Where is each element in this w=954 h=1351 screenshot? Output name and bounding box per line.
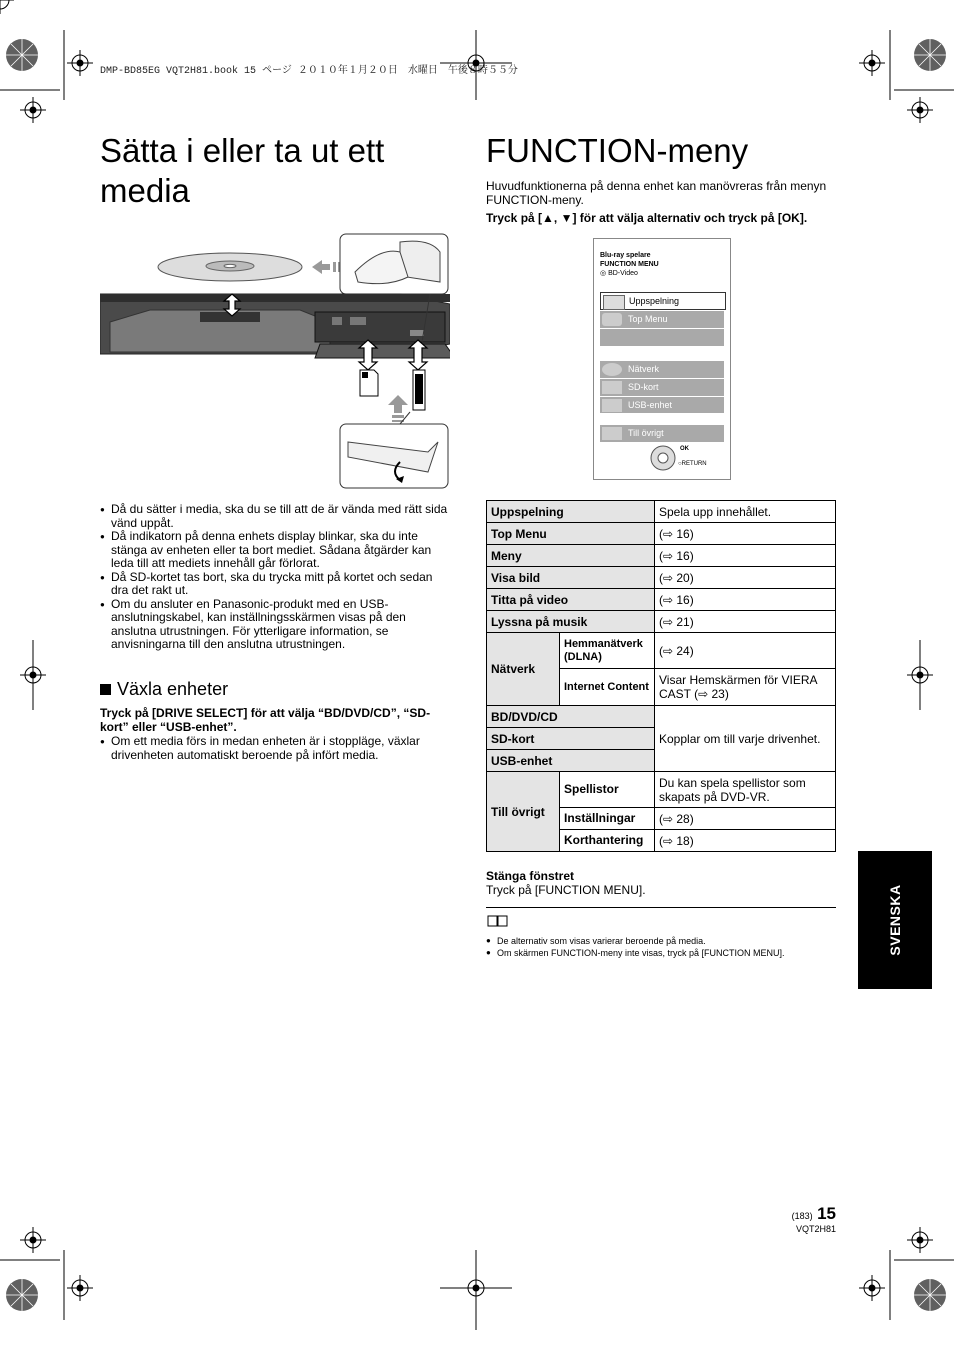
menu-item-natverk[interactable] xyxy=(600,361,724,378)
note-1: ● De alternativ som visas varierar beroende på media. xyxy=(486,935,846,947)
row-value: (⇨ 21) xyxy=(655,611,836,633)
ok-dial-icon xyxy=(650,445,676,471)
return-icon: ○ xyxy=(678,461,682,467)
sd-card-icon xyxy=(602,381,622,394)
function-menu-screen xyxy=(593,238,731,480)
menu-item-usb-enhet[interactable] xyxy=(600,397,724,413)
footer xyxy=(780,1204,836,1224)
close-window-block xyxy=(486,870,836,897)
divider xyxy=(486,907,836,908)
ok-label: OK xyxy=(680,446,689,452)
bullet-2: ● Då indikatorn på denna enhets display blinkar, ska du inte stänga av enheten eller ta bort mediet. Sådana åtgärder kan leda till att mediets innehåll går förlorat. xyxy=(100,530,450,571)
doc-code: VQT2H81 xyxy=(795,1224,836,1234)
row-key: Top Menu xyxy=(487,523,655,545)
row-subkey: Hemmanätverk (DLNA) xyxy=(560,633,655,669)
left-bullets xyxy=(100,503,450,652)
row-key: SD-kort xyxy=(487,728,655,750)
row-key: Uppspelning xyxy=(487,501,655,523)
row-key: Nätverk xyxy=(487,633,560,706)
menu-item-label: Till övrigt xyxy=(628,428,664,438)
row-subkey: Internet Content xyxy=(560,669,655,706)
row-value: Kopplar om till varje drivenhet. xyxy=(655,706,836,772)
row-key: Till övrigt xyxy=(487,772,560,852)
menu-item-label: USB-enhet xyxy=(628,400,673,410)
menu-item-label: SD-kort xyxy=(628,382,659,392)
player-illustration xyxy=(100,232,450,490)
menu-item-till-ovrigt[interactable] xyxy=(600,425,724,442)
left-title xyxy=(100,131,460,211)
left-instruction-block xyxy=(100,707,450,762)
note-2: ● Om skärmen FUNCTION-meny inte visas, tryck på [FUNCTION MENU]. xyxy=(486,947,846,959)
bullet-3: ● Då SD-kortet tas bort, ska du trycka mitt på kortet och sedan dra det rakt ut. xyxy=(100,571,450,598)
menu-item-uppspelning[interactable] xyxy=(600,292,726,310)
row-value: (⇨ 28) xyxy=(655,808,836,830)
row-key: Visa bild xyxy=(487,567,655,589)
language-tab-label: SVENSKA xyxy=(887,884,903,956)
return-label: RETURN xyxy=(681,461,707,467)
usb-icon xyxy=(602,399,622,412)
square-bullet-icon xyxy=(100,684,111,695)
tools-icon xyxy=(602,427,622,440)
close-text: Tryck på [FUNCTION MENU]. xyxy=(486,882,646,897)
menu-item-label: Nätverk xyxy=(628,364,660,374)
screen-header-2: FUNCTION MENU xyxy=(600,261,659,268)
intro-text: Huvudfunktionerna på denna enhet kan manövreras från menyn FUNCTION-meny. xyxy=(486,179,827,207)
row-value: Visar Hemskärmen för VIERA CAST (⇨ 23) xyxy=(655,669,836,706)
bullet-4: ● Om du ansluter en Panasonic-produkt med en USB-anslutningskabel, kan inställningsskärmen visas på den anslutna utrustningen. För ytterligare information, se anvisningarna till den anslutna utrustningen. xyxy=(100,598,450,652)
left-title-line2: media xyxy=(100,172,190,209)
menu-item-label: Top Menu xyxy=(628,314,668,324)
row-key: Meny xyxy=(487,545,655,567)
disc-menu-icon xyxy=(602,313,622,326)
return-row xyxy=(678,461,707,467)
row-key: USB-enhet xyxy=(487,750,655,772)
menu-item-sd-kort[interactable] xyxy=(600,379,724,396)
disc-icon: ◎ xyxy=(600,270,607,277)
row-value: (⇨ 24) xyxy=(655,633,836,669)
close-title: Stänga fönstret xyxy=(486,869,575,883)
menu-item-top-menu[interactable] xyxy=(600,311,724,328)
row-value: (⇨ 16) xyxy=(655,523,836,545)
bullet-1: ● Då du sätter i media, ska du se till att de är vända med rätt sida vänd uppåt. xyxy=(100,503,450,530)
menu-item-label: Uppspelning xyxy=(629,296,680,306)
function-table xyxy=(486,500,836,852)
row-value: (⇨ 18) xyxy=(655,830,836,852)
screen-header-3: BD-Video xyxy=(608,270,638,277)
row-subkey: Inställningar xyxy=(560,808,655,830)
row-key: Titta på video xyxy=(487,589,655,611)
language-tab xyxy=(858,851,932,989)
menu-spacer xyxy=(600,329,724,346)
page-number: 15 xyxy=(817,1204,836,1223)
book-note-icon xyxy=(487,915,509,927)
screen-header-1: Blu-ray spelare xyxy=(600,252,651,259)
section-vaxla xyxy=(100,679,228,700)
page-ref: (183) xyxy=(791,1211,813,1221)
row-value: (⇨ 20) xyxy=(655,567,836,589)
disc-image xyxy=(158,253,302,281)
drive-select-instruction: Tryck på [DRIVE SELECT] för att välja “BD/DVD/CD”, “SD-kort” eller “USB-enhet”. xyxy=(100,706,431,734)
row-key: Lyssna på musik xyxy=(487,611,655,633)
notes xyxy=(486,935,846,959)
right-intro-block xyxy=(486,180,836,226)
row-value: (⇨ 16) xyxy=(655,589,836,611)
row-key: BD/DVD/CD xyxy=(487,706,655,728)
row-value: (⇨ 16) xyxy=(655,545,836,567)
nav-instruction: Tryck på [▲, ▼] för att välja alternativ och tryck på [OK]. xyxy=(486,211,808,225)
right-title: FUNCTION-meny xyxy=(486,132,749,169)
row-subkey: Korthantering xyxy=(560,830,655,852)
play-icon xyxy=(603,295,625,310)
row-subkey: Spellistor xyxy=(560,772,655,808)
left-title-line1: Sätta i eller ta ut ett xyxy=(100,132,385,169)
drive-select-note: ● Om ett media förs in medan enheten är i stoppläge, växlar drivenheten automatiskt beroende på infört media. xyxy=(100,735,450,762)
row-value: Spela upp innehållet. xyxy=(655,501,836,523)
globe-icon xyxy=(602,363,622,376)
section-title: Växla enheter xyxy=(117,679,229,699)
print-header: DMP-BD85EG VQT2H81.book 15 ページ ２０１０年１月２０日 水曜日 午後８時５５分 xyxy=(100,66,518,77)
row-value: Du kan spela spellistor som skapats på DVD-VR. xyxy=(655,772,836,808)
